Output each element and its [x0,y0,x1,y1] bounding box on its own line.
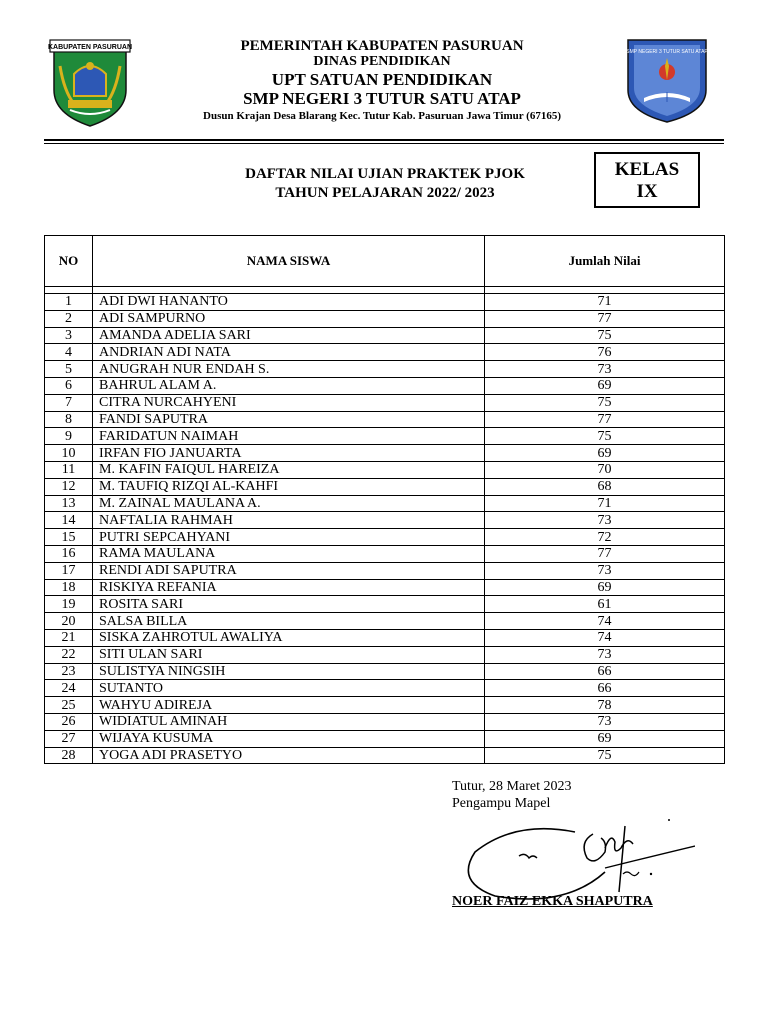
row-number: 13 [45,495,93,512]
table-row [45,478,725,495]
student-name: SITI ULAN SARI [93,646,485,663]
student-score: 66 [485,663,725,680]
student-score: 73 [485,646,725,663]
table-row [45,663,725,680]
table-row [45,377,725,394]
student-name: M. ZAINAL MAULANA A. [93,495,485,512]
student-score: 73 [485,562,725,579]
student-name: AMANDA ADELIA SARI [93,327,485,344]
row-number: 17 [45,562,93,579]
student-score: 71 [485,294,725,311]
table-row [45,310,725,327]
row-number: 28 [45,747,93,764]
table-row [45,613,725,630]
student-score: 75 [485,747,725,764]
student-name: SISKA ZAHROTUL AWALIYA [93,629,485,646]
table-row [45,562,725,579]
letterhead-department: DINAS PENDIDIKAN [313,54,451,69]
row-number: 14 [45,512,93,529]
class-box [594,152,700,208]
student-name: BAHRUL ALAM A. [93,377,485,394]
student-score: 77 [485,545,725,562]
student-name: SUTANTO [93,680,485,697]
student-name: WIDIATUL AMINAH [93,713,485,730]
signature-image [455,812,695,902]
student-score: 73 [485,512,725,529]
row-number: 5 [45,361,93,378]
student-name: RAMA MAULANA [93,545,485,562]
table-row [45,512,725,529]
header-name: NAMA SISWA [93,236,485,287]
row-number: 24 [45,680,93,697]
spacer-cell [485,287,725,294]
row-number: 20 [45,613,93,630]
row-number: 9 [45,428,93,445]
student-score: 72 [485,529,725,546]
student-name: ANDRIAN ADI NATA [93,344,485,361]
table-spacer-row [45,287,725,294]
table-header-row [45,236,725,287]
row-number: 6 [45,377,93,394]
student-score: 78 [485,697,725,714]
row-number: 21 [45,629,93,646]
student-score: 75 [485,428,725,445]
student-score: 69 [485,377,725,394]
row-number: 15 [45,529,93,546]
class-label: KELAS [614,159,680,180]
table-row [45,680,725,697]
letterhead-government: PEMERINTAH KABUPATEN PASURUAN [240,38,524,54]
student-name: RISKIYA REFANIA [93,579,485,596]
letterhead-divider-thin [44,143,724,144]
student-name: SALSA BILLA [93,613,485,630]
table-row [45,411,725,428]
table-row [45,461,725,478]
table-row [45,495,725,512]
student-name: PUTRI SEPCAHYANI [93,529,485,546]
table-row [45,294,725,311]
letterhead-divider-thick [44,139,724,141]
table-row [45,529,725,546]
row-number: 12 [45,478,93,495]
left-emblem-text: KABUPATEN PASURUAN [48,44,132,51]
student-name: RENDI ADI SAPUTRA [93,562,485,579]
student-name: FARIDATUN NAIMAH [93,428,485,445]
table-row [45,579,725,596]
student-score: 75 [485,327,725,344]
table-row [45,428,725,445]
signer-role: Pengampu Mapel [452,796,551,811]
student-score: 73 [485,713,725,730]
student-name: NAFTALIA RAHMAH [93,512,485,529]
student-score: 77 [485,411,725,428]
student-name: FANDI SAPUTRA [93,411,485,428]
row-number: 2 [45,310,93,327]
row-number: 16 [45,545,93,562]
table-row [45,327,725,344]
letterhead-unit: UPT SATUAN PENDIDIKAN [271,70,493,89]
row-number: 4 [45,344,93,361]
row-number: 19 [45,596,93,613]
table-row [45,394,725,411]
row-number: 3 [45,327,93,344]
student-name: WAHYU ADIREJA [93,697,485,714]
student-name: SULISTYA NINGSIH [93,663,485,680]
pasuruan-emblem-logo [44,36,136,128]
student-name: M. TAUFIQ RIZQI AL-KAHFI [93,478,485,495]
school-emblem-logo [624,36,710,124]
table-row [45,445,725,462]
table-row [45,629,725,646]
student-score: 69 [485,445,725,462]
row-number: 8 [45,411,93,428]
letterhead-address: Dusun Krajan Desa Blarang Kec. Tutur Kab. Pasuruan Jawa Timur (67165) [203,110,561,122]
table-row [45,545,725,562]
student-score: 71 [485,495,725,512]
student-score: 77 [485,310,725,327]
table-row [45,344,725,361]
table-row [45,361,725,378]
student-score: 76 [485,344,725,361]
row-number: 11 [45,461,93,478]
row-number: 7 [45,394,93,411]
grades-table [44,235,725,764]
row-number: 27 [45,730,93,747]
row-number: 23 [45,663,93,680]
row-number: 10 [45,445,93,462]
table-row [45,747,725,764]
header-no: NO [45,236,93,287]
place-date: Tutur, 28 Maret 2023 [452,779,572,794]
table-row [45,596,725,613]
spacer-cell [45,287,93,294]
student-name: ADI SAMPURNO [93,310,485,327]
student-score: 69 [485,730,725,747]
student-score: 70 [485,461,725,478]
row-number: 1 [45,294,93,311]
right-emblem-text: SMP NEGERI 3 TUTUR SATU ATAP [626,49,708,55]
student-name: YOGA ADI PRASETYO [93,747,485,764]
table-body [45,287,725,764]
row-number: 26 [45,713,93,730]
student-name: ADI DWI HANANTO [93,294,485,311]
table-row [45,697,725,714]
student-score: 75 [485,394,725,411]
student-score: 68 [485,478,725,495]
row-number: 22 [45,646,93,663]
student-score: 74 [485,629,725,646]
header-score: Jumlah Nilai [485,236,725,287]
student-name: ANUGRAH NUR ENDAH S. [93,361,485,378]
row-number: 25 [45,697,93,714]
class-value: IX [636,181,658,202]
student-name: IRFAN FIO JANUARTA [93,445,485,462]
table-row [45,730,725,747]
letterhead-school: SMP NEGERI 3 TUTUR SATU ATAP [243,89,521,108]
document-title: DAFTAR NILAI UJIAN PRAKTEK PJOK [245,166,525,182]
student-score: 73 [485,361,725,378]
student-score: 74 [485,613,725,630]
student-score: 61 [485,596,725,613]
signer-name: NOER FAIZ EKKA SHAPUTRA [452,894,653,909]
spacer-cell [93,287,485,294]
student-name: CITRA NURCAHYENI [93,394,485,411]
student-score: 69 [485,579,725,596]
document-subtitle: TAHUN PELAJARAN 2022/ 2023 [275,185,495,201]
table-row [45,646,725,663]
row-number: 18 [45,579,93,596]
student-score: 66 [485,680,725,697]
student-name: WIJAYA KUSUMA [93,730,485,747]
table-row [45,713,725,730]
student-name: M. KAFIN FAIQUL HAREIZA [93,461,485,478]
student-name: ROSITA SARI [93,596,485,613]
